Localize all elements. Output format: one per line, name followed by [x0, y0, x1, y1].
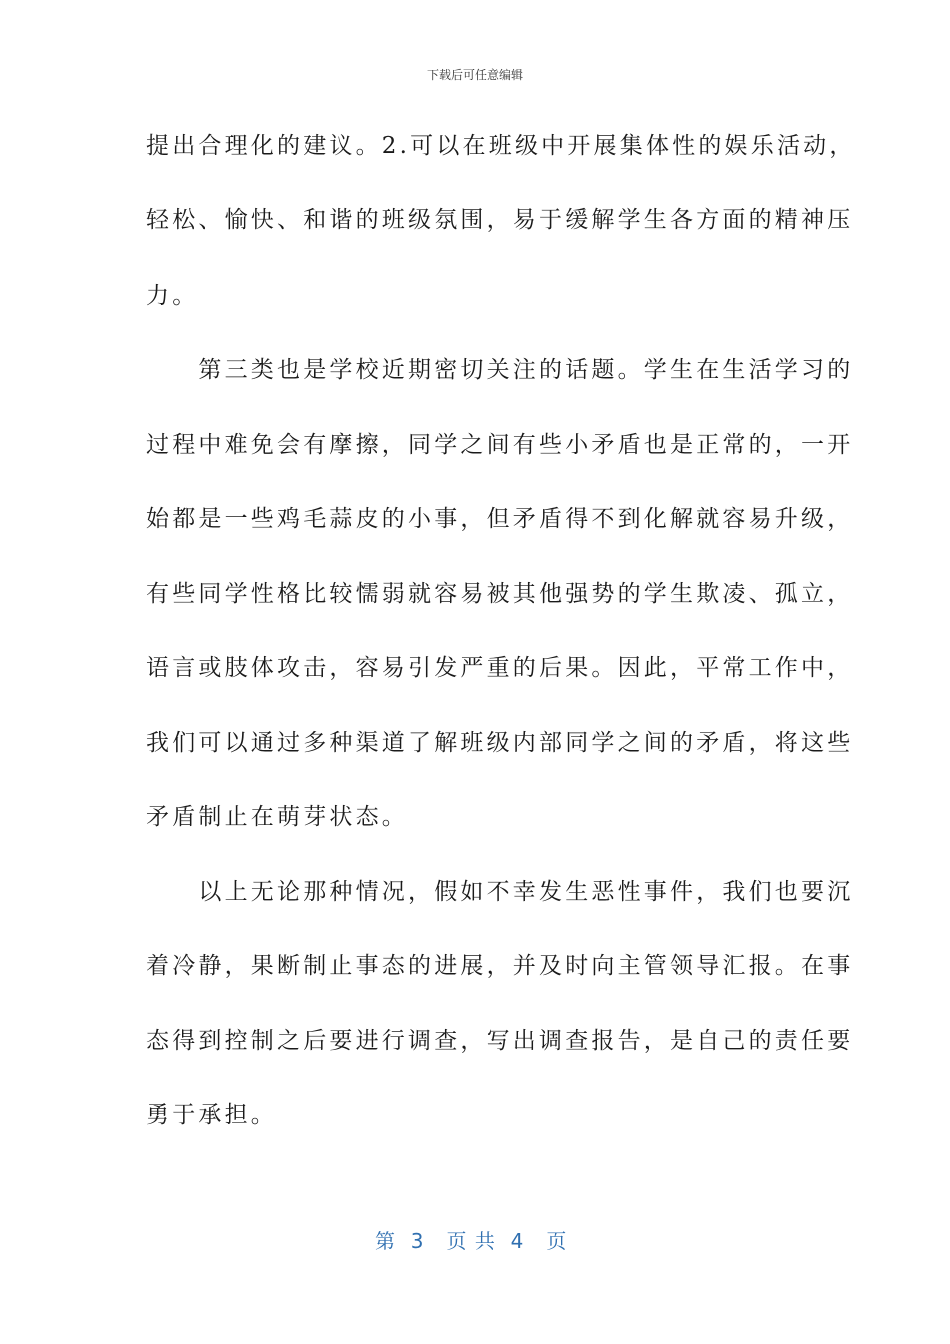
- text-line: 以上无论那种情况，假如不幸发生恶性事件，我们也要沉: [146, 879, 854, 905]
- text-line: 矛盾制止在萌芽状态。: [146, 804, 408, 830]
- text-line: 勇于承担。: [146, 1102, 277, 1128]
- text-line: 着冷静，果断制止事态的进展，并及时向主管领导汇报。在事: [146, 953, 854, 979]
- text-line: 提出合理化的建议。2.可以在班级中开展集体性的娱乐活动，: [146, 133, 856, 159]
- text-line: 有些同学性格比较懦弱就容易被其他强势的学生欺凌、孤立，: [146, 581, 854, 607]
- text-line: 过程中难免会有摩擦，同学之间有些小矛盾也是正常的，一开: [146, 432, 854, 458]
- header-note: 下载后可任意编辑: [426, 68, 523, 82]
- page-number: 第 3 页 共 4 页: [375, 1229, 568, 1253]
- text-line: 始都是一些鸡毛蒜皮的小事，但矛盾得不到化解就容易升级，: [146, 506, 854, 532]
- text-line: 态得到控制之后要进行调查，写出调查报告，是自己的责任要: [146, 1028, 854, 1054]
- text-line: 语言或肢体攻击，容易引发严重的后果。因此，平常工作中，: [146, 655, 854, 681]
- text-line: 轻松、愉快、和谐的班级氛围，易于缓解学生各方面的精神压: [146, 207, 854, 233]
- text-line: 我们可以通过多种渠道了解班级内部同学之间的矛盾，将这些: [146, 730, 854, 756]
- text-line: 力。: [146, 283, 199, 309]
- text-line: 第三类也是学校近期密切关注的话题。学生在生活学习的: [146, 357, 854, 383]
